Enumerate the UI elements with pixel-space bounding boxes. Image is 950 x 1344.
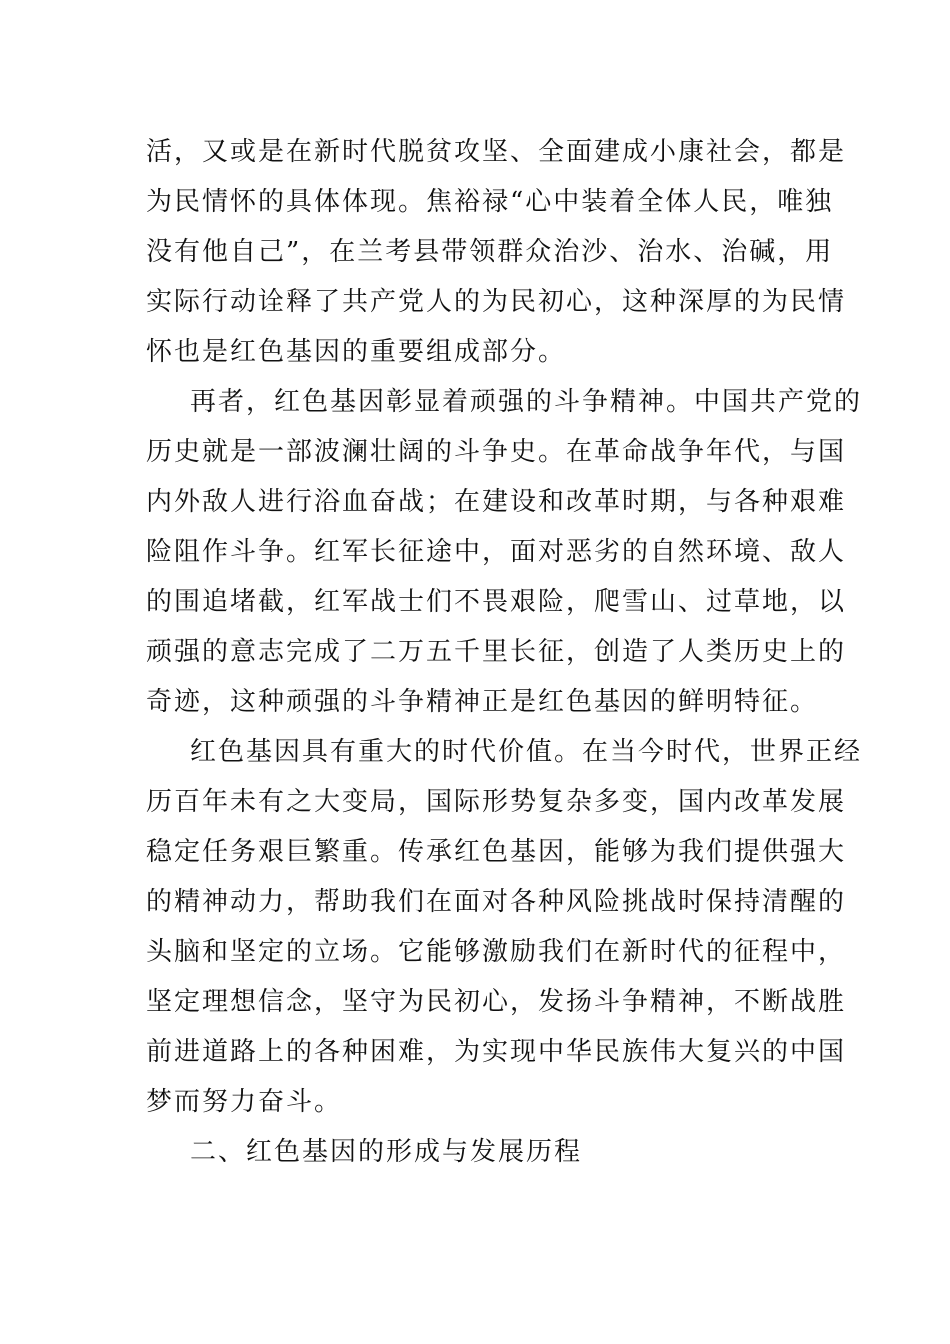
- section-heading: [146, 1127, 806, 1177]
- text-line: 的围追堵截，红军战士们不畏艰险，爬雪山、过草地，以: [146, 587, 847, 617]
- text-line: 梦而努力奋斗。: [146, 1087, 343, 1117]
- paragraph: [146, 727, 863, 1127]
- text-line: 险阻作斗争。红军长征途中，面对恶劣的自然环境、敌人: [146, 537, 847, 567]
- text-line: 历史就是一部波澜壮阔的斗争史。在革命战争年代，与国: [146, 437, 847, 467]
- text-line: 为民情怀的具体体现。焦裕禄“心中装着全体人民，唯独: [146, 187, 834, 217]
- text-line: 历百年未有之大变局，国际形势复杂多变，国内改革发展: [146, 787, 847, 817]
- text-line: 红色基因具有重大的时代价值。在当今时代，世界正经: [190, 737, 863, 767]
- text-line: 怀也是红色基因的重要组成部分。: [146, 337, 567, 367]
- document-body: [146, 127, 863, 1177]
- text-line: 再者，红色基因彰显着顽强的斗争精神。中国共产党的: [190, 387, 863, 417]
- text-line: 内外敌人进行浴血奋战；在建设和改革时期，与各种艰难: [146, 487, 847, 517]
- text-line: 稳定任务艰巨繁重。传承红色基因，能够为我们提供强大: [146, 837, 847, 867]
- text-line: 头脑和坚定的立场。它能够激励我们在新时代的征程中，: [146, 937, 847, 967]
- text-line: 没有他自己”，在兰考县带领群众治沙、治水、治碱，用: [146, 237, 834, 267]
- text-line: 顽强的意志完成了二万五千里长征，创造了人类历史上的: [146, 637, 847, 667]
- text-line: 奇迹，这种顽强的斗争精神正是红色基因的鲜明特征。: [146, 687, 819, 717]
- text-line: 的精神动力，帮助我们在面对各种风险挑战时保持清醒的: [146, 887, 847, 917]
- text-line: 前进道路上的各种困难，为实现中华民族伟大复兴的中国: [146, 1037, 847, 1067]
- paragraph: [146, 377, 863, 727]
- section-heading-text: 二、红色基因的形成与发展历程: [190, 1137, 583, 1167]
- text-line: 坚定理想信念，坚守为民初心，发扬斗争精神，不断战胜: [146, 987, 847, 1017]
- paragraph: [146, 127, 847, 377]
- text-line: 实际行动诠释了共产党人的为民初心，这种深厚的为民情: [146, 287, 847, 317]
- text-line: 活，又或是在新时代脱贫攻坚、全面建成小康社会，都是: [146, 137, 847, 167]
